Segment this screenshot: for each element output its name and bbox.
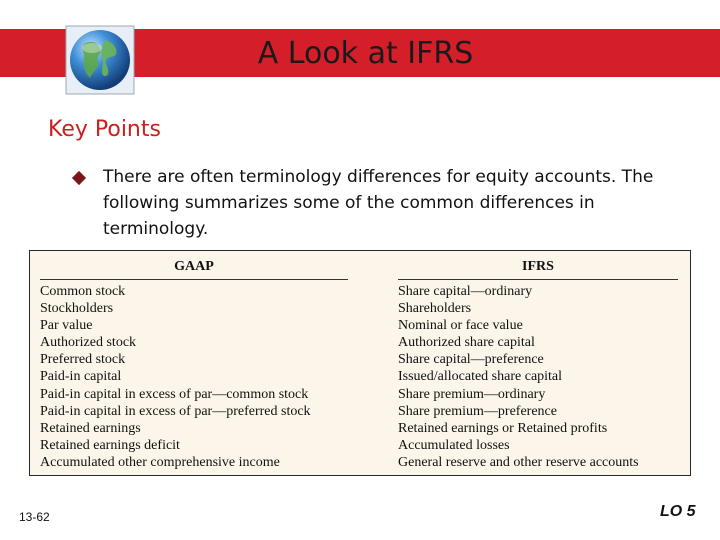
gaap-column <box>40 259 348 471</box>
gaap-row: Accumulated other comprehensive income <box>40 454 280 470</box>
ifrs-header: IFRS <box>398 259 678 280</box>
section-heading: Key Points <box>48 117 161 142</box>
ifrs-row: Share premium—preference <box>398 403 557 419</box>
gaap-row: Common stock <box>40 284 126 299</box>
ifrs-row: Accumulated losses <box>398 437 510 453</box>
ifrs-row: Share capital—ordinary <box>398 284 533 299</box>
gaap-row: Paid-in capital <box>40 369 122 385</box>
gaap-row: Retained earnings <box>40 420 141 436</box>
ifrs-row: Shareholders <box>398 301 472 317</box>
ifrs-row: Authorized share capital <box>398 335 535 351</box>
gaap-row: Par value <box>40 318 93 334</box>
gaap-row: Retained earnings deficit <box>40 437 180 453</box>
page-title-text: A Look at IFRS <box>257 36 474 71</box>
gaap-row: Stockholders <box>40 301 114 317</box>
slide-number: 13-62 <box>19 510 50 524</box>
terminology-table <box>29 250 691 476</box>
gaap-row: Paid-in capital in excess of par—common stock <box>40 386 309 402</box>
bullet-text: There are often terminology differences for equity accounts. The following summarizes some of the common differences in terminology. <box>103 167 654 239</box>
gaap-row: Paid-in capital in excess of par—preferred stock <box>40 403 311 419</box>
ifrs-row: Nominal or face value <box>398 318 523 334</box>
gaap-row: Authorized stock <box>40 335 137 351</box>
diamond-bullet-icon <box>72 171 86 185</box>
ifrs-row: Issued/allocated share capital <box>398 369 563 385</box>
ifrs-row: Share capital—preference <box>398 352 544 368</box>
gaap-header: GAAP <box>40 259 348 280</box>
page-title <box>0 33 566 75</box>
gaap-row: Preferred stock <box>40 352 126 368</box>
ifrs-column <box>398 259 678 471</box>
learning-objective: LO 5 <box>660 503 696 520</box>
ifrs-row: Share premium—ordinary <box>398 386 546 402</box>
ifrs-row: Retained earnings or Retained profits <box>398 420 608 436</box>
ifrs-row: General reserve and other reserve accounts <box>398 454 639 470</box>
